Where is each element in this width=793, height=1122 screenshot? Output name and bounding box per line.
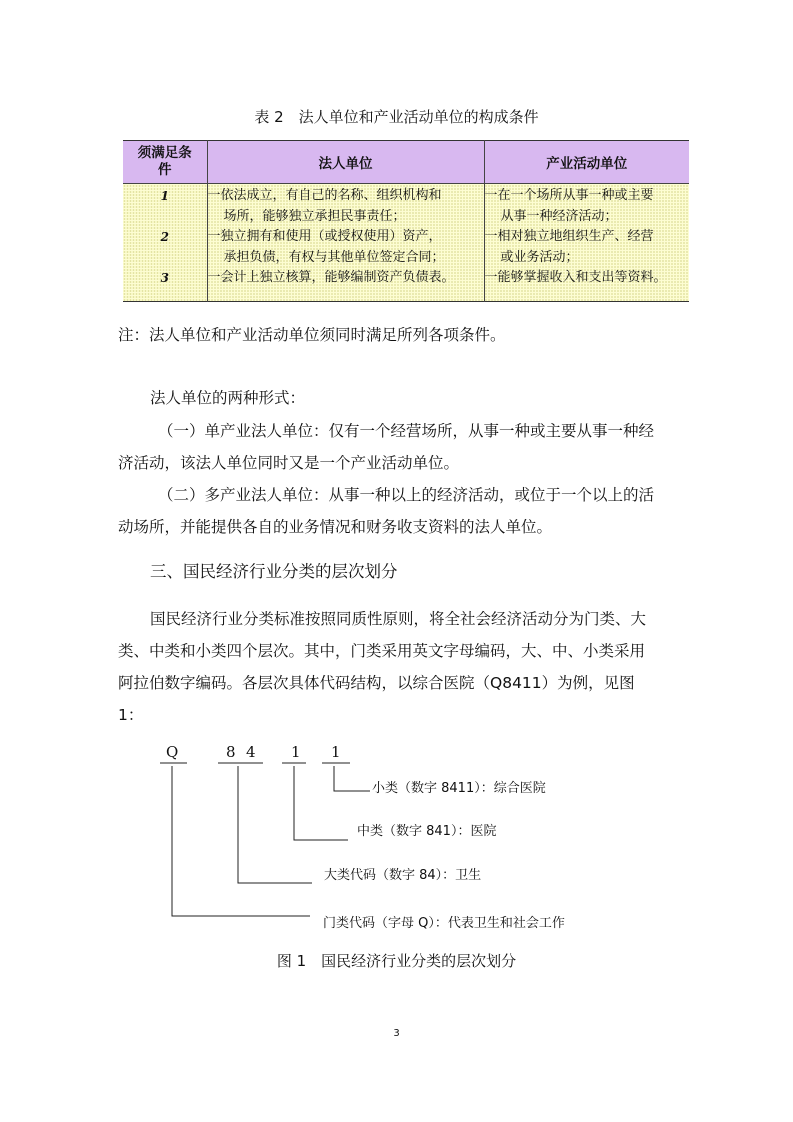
header-activity-unit: 产业活动单位 — [484, 141, 689, 184]
condition-line: 一独立拥有和使用（或授权使用）资产， — [207, 229, 442, 244]
condition-line: 一在一个场所从事一种或主要 — [484, 188, 654, 203]
code-char-major-2: 4 — [246, 743, 256, 761]
forms-intro: 法人单位的两种形式： — [150, 389, 306, 407]
connector-section — [172, 766, 310, 916]
form2-line2: 动场所，并能提供各自的业务情况和财务收支资料的法人单位。 — [118, 518, 553, 536]
header-conditions: 须满足条 件 — [123, 141, 207, 184]
form2-line1: （二）多产业法人单位：从事一种以上的经济活动，或位于一个以上的活 — [158, 486, 655, 504]
connector-small — [334, 766, 370, 791]
figure-caption: 图 1 国民经济行业分类的层次划分 — [276, 952, 517, 970]
label-medium-class: 中类（数字 841）：医院 — [357, 824, 497, 839]
condition-line: 一会计上独立核算，能够编制资产负债表。 — [207, 270, 455, 285]
label-small-class: 小类（数字 8411）：综合医院 — [372, 781, 546, 796]
condition-line: 或业务活动； — [500, 249, 579, 265]
form1-line2: 济活动，该法人单位同时又是一个产业活动单位。 — [118, 454, 460, 472]
table-note: 注：法人单位和产业活动单位须同时满足所列各项条件。 — [118, 326, 506, 344]
condition-line: 从事一种经济活动； — [500, 208, 618, 224]
connector-medium — [294, 766, 348, 840]
label-section-class: 门类代码（字母 Q）：代表卫生和社会工作 — [323, 916, 565, 931]
row-number: 2 — [160, 230, 169, 244]
table-caption: 表 2 法人单位和产业活动单位的构成条件 — [254, 108, 539, 126]
condition-line: 一相对独立地组织生产、经营 — [484, 229, 654, 244]
body-line4: 1： — [118, 706, 144, 724]
condition-line: 一能够掌握收入和支出等资料。 — [484, 270, 667, 285]
condition-line: 承担负债，有权与其他单位签定合同； — [223, 249, 445, 265]
condition-line: 场所，能够独立承担民事责任； — [223, 208, 406, 224]
connector-major — [238, 766, 312, 883]
row-number: 3 — [160, 271, 169, 285]
label-major-class: 大类代码（数字 84）：卫生 — [324, 868, 482, 883]
section-heading: 三、国民经济行业分类的层次划分 — [150, 562, 398, 581]
header-legal-entity: 法人单位 — [207, 141, 484, 184]
body-line2: 类、中类和小类四个层次。其中，门类采用英文字母编码，大、中、小类采用 — [118, 642, 646, 660]
page-number: 3 — [393, 1028, 400, 1039]
form1-line1: （一）单产业法人单位：仅有一个经营场所，从事一种或主要从事一种经 — [158, 422, 655, 440]
condition-line: 一依法成立，有自己的名称、组织机构和 — [207, 188, 442, 203]
body-line3: 阿拉伯数字编码。各层次具体代码结构，以综合医院（Q8411）为例，见图 — [118, 674, 635, 692]
code-char-medium: 1 — [291, 743, 301, 761]
code-char-section: Q — [166, 743, 179, 761]
code-char-small: 1 — [331, 743, 341, 761]
row-number: 1 — [160, 189, 169, 203]
code-char-major-1: 8 — [226, 743, 236, 761]
body-line1: 国民经济行业分类标准按照同质性原则，将全社会经济活动分为门类、大 — [150, 610, 647, 628]
